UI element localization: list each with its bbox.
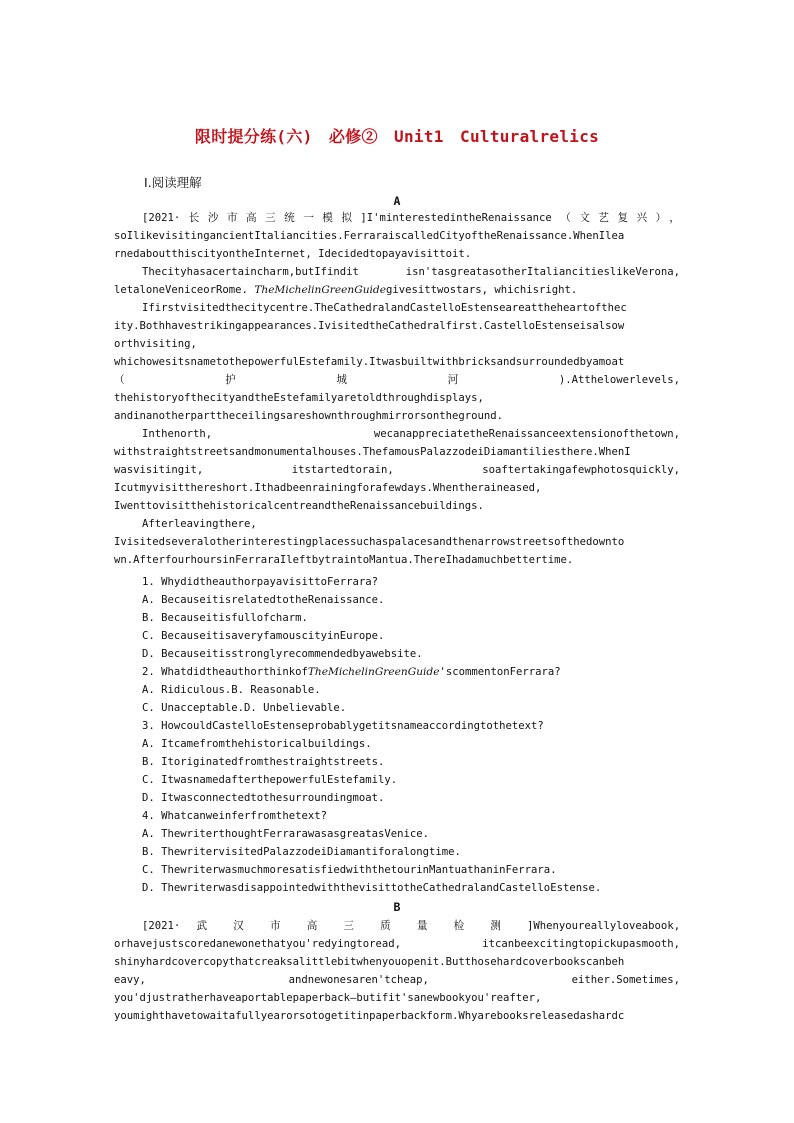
text-span: 高 bbox=[306, 920, 328, 932]
page-title: 限时提分练(六) 必修② Unit1 Culturalrelics bbox=[194, 127, 600, 146]
option: B. Itoriginatedfromthestraightstreets. bbox=[142, 756, 385, 768]
text-line: shinyhardcovercopythatcreaksalittlebitwhenyouopenit.Butthosehardcoverbookscanbeh bbox=[114, 956, 625, 968]
text-span: 汉 bbox=[233, 920, 254, 932]
text-span: 测 bbox=[490, 920, 511, 932]
text-line: andinanotherparttheceilingsareshownthroughmirrorsontheground. bbox=[114, 410, 504, 422]
question-1: 1. WhydidtheauthorpayavisittoFerrara? bbox=[142, 576, 378, 588]
passage-a bbox=[114, 209, 680, 569]
text-line: orthvisiting, bbox=[114, 338, 197, 350]
text-span: 'scommentonFerrara? bbox=[439, 666, 561, 678]
text-line: Icutmyvisitthereshort.Ithadbeenrainingforafewdays.Whentheraineased, bbox=[114, 482, 542, 494]
text-span: [2021· bbox=[142, 920, 181, 932]
option: C. Unacceptable.D. Unbelievable. bbox=[142, 702, 347, 714]
question-2 bbox=[114, 663, 680, 681]
text-line: rnedaboutthiscityontheInternet, Idecidedtopayavisittoit. bbox=[114, 248, 472, 260]
text-line: Afterleavingthere, bbox=[142, 518, 257, 530]
text-line bbox=[114, 281, 680, 299]
text-span: ).Atthelowerlevels, bbox=[558, 374, 680, 386]
text-span: 三 bbox=[343, 920, 364, 932]
text-span: 2. Whatdidtheauthorthinkof bbox=[142, 666, 308, 678]
text-span: wecanappreciatetheRenaissanceextensionofthetown, bbox=[373, 428, 680, 440]
text-span: orhavejustscoredanewonethatyou'redyingtoread, bbox=[114, 938, 402, 950]
text-span: itcanbeexcitingtopickupasmooth, bbox=[482, 938, 680, 950]
option: B. ThewritervisitedPalazzodeiDiamantiforalongtime. bbox=[142, 846, 461, 858]
section-label: Ⅰ.阅读理解 bbox=[144, 175, 202, 190]
text-line bbox=[114, 917, 680, 935]
text-line: withstraightstreetsandmonumentalhouses.ThefamousPalazzodeiDiamantiliesthere.WhenI bbox=[114, 446, 631, 458]
option: C. ThewriterwasmuchmoresatisfiedwiththetourinMantuathaninFerrara. bbox=[142, 864, 557, 876]
option: D. Itwasconnectedtothesurroundingmoat. bbox=[142, 792, 385, 804]
text-span: 检 bbox=[453, 920, 475, 932]
text-line bbox=[114, 425, 680, 443]
option: B. Becauseitisfullofcharm. bbox=[142, 612, 308, 624]
text-span: 质 bbox=[380, 920, 401, 932]
text-span: 河 bbox=[447, 374, 506, 386]
text-span: givesittwostars, whichisright. bbox=[385, 284, 578, 296]
text-span: Inthenorth, bbox=[142, 428, 213, 440]
option: C. BecauseitisaveryfamouscityinEurope. bbox=[142, 630, 385, 642]
text-line bbox=[114, 461, 680, 479]
question-4: 4. Whatcanweinferfromthetext? bbox=[142, 810, 327, 822]
text-line: wn.AfterfourhoursinFerraraIleftbytraintoMantua.ThereIhadamuchbettertime. bbox=[114, 554, 574, 566]
option: A. BecauseitisrelatedtotheRenaissance. bbox=[142, 594, 385, 606]
passage-b bbox=[114, 917, 680, 1025]
text-span: letaloneVeniceorRome. bbox=[114, 284, 255, 296]
text-span: eavy, bbox=[114, 974, 146, 986]
question-3: 3. HowcouldCastelloEstenseprobablygetitsnameaccordingtothetext? bbox=[142, 720, 544, 732]
option: A. Ridiculous.B. Reasonable. bbox=[142, 684, 321, 696]
book-title: TheMichelinGreenGuide bbox=[307, 666, 440, 678]
text-span: 护 bbox=[225, 374, 283, 386]
text-line: Ifirstvisitedthecitycentre.TheCathedralandCastelloEstenseareattheheartofthec bbox=[142, 302, 627, 314]
text-span: 武 bbox=[196, 920, 217, 932]
text-span: 市 bbox=[269, 920, 291, 932]
option: D. ThewriterwasdisappointedwiththevisittotheCathedralandCastelloEstense. bbox=[142, 882, 602, 894]
text-span: （ bbox=[114, 374, 172, 386]
text-line bbox=[114, 371, 680, 389]
text-line: youmighthavetowaitafullyearorsotogetitinpaperbackform.Whyarebooksreleasedashardc bbox=[114, 1010, 625, 1022]
questions bbox=[114, 573, 680, 897]
text-line bbox=[114, 935, 680, 953]
passage-b-label: B bbox=[393, 900, 401, 914]
text-line: you'djustratherhaveaportablepaperback—butifit'sanewbookyou'reafter, bbox=[114, 992, 542, 1004]
passage-a-label: A bbox=[393, 194, 401, 208]
option: A. ThewriterthoughtFerrarawasasgreatasVenice. bbox=[142, 828, 430, 840]
text-span: 量 bbox=[416, 920, 438, 932]
text-span: ]Whenyoureallyloveabook, bbox=[527, 920, 680, 932]
text-span: andnewonesaren'tcheap, bbox=[288, 974, 429, 986]
option: A. Itcamefromthehistoricalbuildings. bbox=[142, 738, 372, 750]
text-span: itstartedtorain, bbox=[291, 464, 394, 476]
text-line: IwenttovisitthehistoricalcentreandtheRenaissancebuildings. bbox=[114, 500, 484, 512]
book-title: TheMichelinGreenGuide bbox=[254, 284, 386, 296]
text-line: whichowesitsnametothepowerfulEstefamily.Itwasbuiltwithbricksandsurroundedbyamoat bbox=[114, 356, 625, 368]
text-span: either.Sometimes, bbox=[571, 974, 680, 986]
text-span: 城 bbox=[336, 374, 395, 386]
option: D. Becauseitisstronglyrecommendedbyawebsite. bbox=[142, 648, 423, 660]
text-span: wasvisitingit, bbox=[114, 464, 204, 476]
text-line: Thecityhasacertaincharm,butIfindit isn'tasgreatasotherItaliancitieslikeVerona, bbox=[142, 266, 680, 278]
text-span: soaftertakingafewphotosquickly, bbox=[482, 464, 680, 476]
text-line: soIlikevisitingancientItaliancities.FerraraiscalledCityoftheRenaissance.WhenIlea bbox=[114, 230, 625, 242]
text-line: Ivisitedseveralotherinterestingplacessuchaspalacesandthenarrowstreetsofthedownto bbox=[114, 536, 625, 548]
text-line: ity.Bothhavestrikingappearances.IvisitedtheCathedralfirst.CastelloEstenseisalsow bbox=[114, 320, 625, 332]
text-line: [2021·长沙市高三统一模拟]I'minterestedintheRenaissance（文艺复兴）， bbox=[142, 212, 680, 224]
option: C. ItwasnamedafterthepowerfulEstefamily. bbox=[142, 774, 398, 786]
text-line: thehistoryofthecityandtheEstefamilyaretoldthroughdisplays, bbox=[114, 392, 484, 404]
text-line bbox=[114, 971, 680, 989]
